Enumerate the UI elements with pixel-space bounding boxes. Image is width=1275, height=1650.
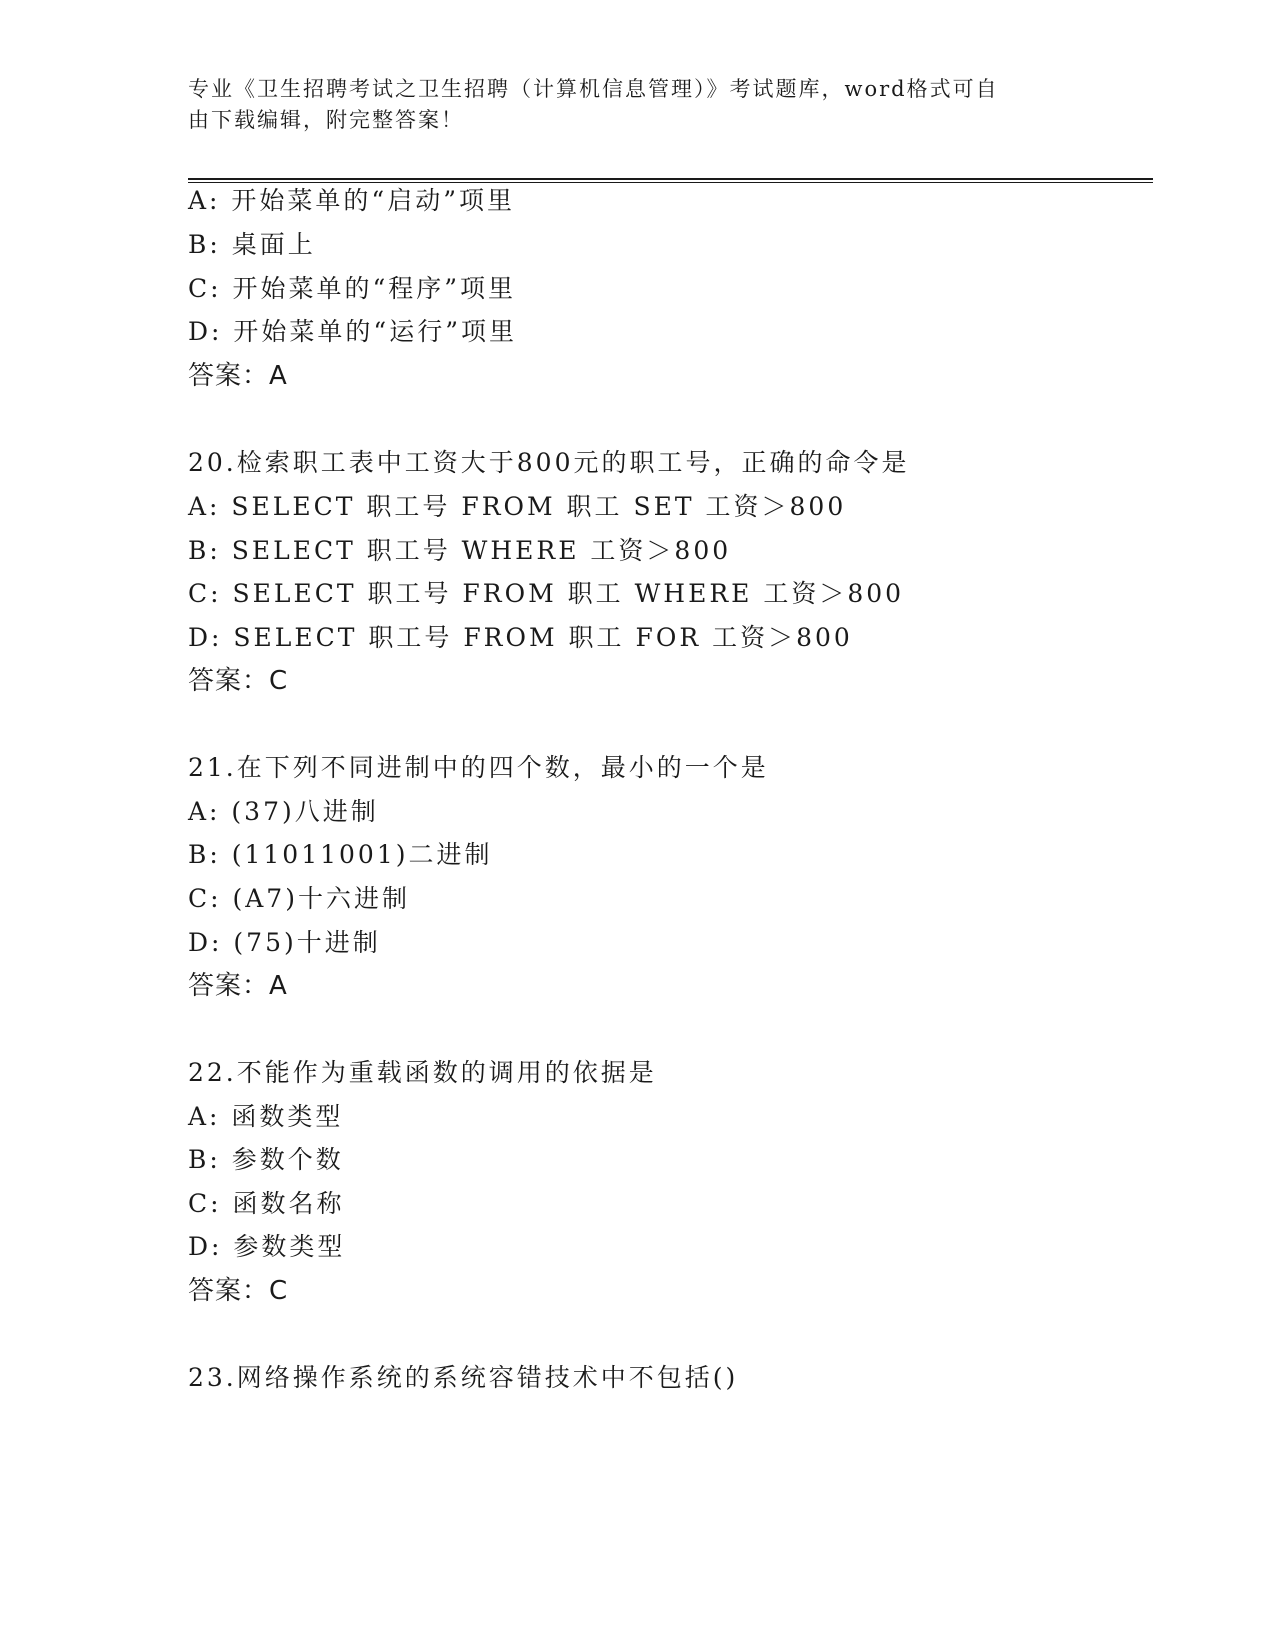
question-20-answer: 答案：C — [188, 666, 289, 696]
question-20-stem: 20.检索职工表中工资大于800元的职工号，正确的命令是 — [188, 448, 910, 477]
question-21-stem: 21.在下列不同进制中的四个数，最小的一个是 — [188, 753, 769, 782]
header-divider — [188, 178, 1153, 183]
question-22-stem: 22.不能作为重载函数的调用的依据是 — [188, 1058, 657, 1087]
question-22-option-c: C: 函数名称 — [188, 1189, 345, 1218]
question-21-option-b: B: (11011001)二进制 — [188, 840, 493, 869]
header-line-2: 由下载编辑，附完整答案！ — [188, 108, 464, 132]
question-21-answer: 答案：A — [188, 971, 288, 1001]
document-header — [188, 74, 1068, 136]
question-21-option-c: C: (A7)十六进制 — [188, 884, 410, 913]
question-22-option-d: D: 参数类型 — [188, 1232, 346, 1261]
header-line-1: 专业《卫生招聘考试之卫生招聘（计算机信息管理）》考试题库，word格式可自 — [188, 77, 999, 101]
prev-answer: 答案：A — [188, 361, 288, 391]
question-20-option-b: B: SELECT 职工号 WHERE 工资＞800 — [188, 536, 732, 565]
prev-option-a: A: 开始菜单的“启动”项里 — [188, 186, 515, 215]
question-23-stem: 23.网络操作系统的系统容错技术中不包括() — [188, 1363, 739, 1392]
prev-option-d: D: 开始菜单的“运行”项里 — [188, 317, 517, 346]
prev-option-b: B: 桌面上 — [188, 230, 316, 259]
question-22-option-b: B: 参数个数 — [188, 1145, 344, 1174]
question-22-answer: 答案：C — [188, 1276, 289, 1306]
question-20-option-c: C: SELECT 职工号 FROM 职工 WHERE 工资＞800 — [188, 579, 905, 608]
question-22-option-a: A: 函数类型 — [188, 1102, 344, 1131]
question-21-option-a: A: (37)八进制 — [188, 797, 379, 826]
question-21-option-d: D: (75)十进制 — [188, 928, 381, 957]
question-20-option-d: D: SELECT 职工号 FROM 职工 FOR 工资＞800 — [188, 623, 853, 652]
prev-option-c: C: 开始菜单的“程序”项里 — [188, 274, 517, 303]
question-20-option-a: A: SELECT 职工号 FROM 职工 SET 工资＞800 — [188, 492, 847, 521]
